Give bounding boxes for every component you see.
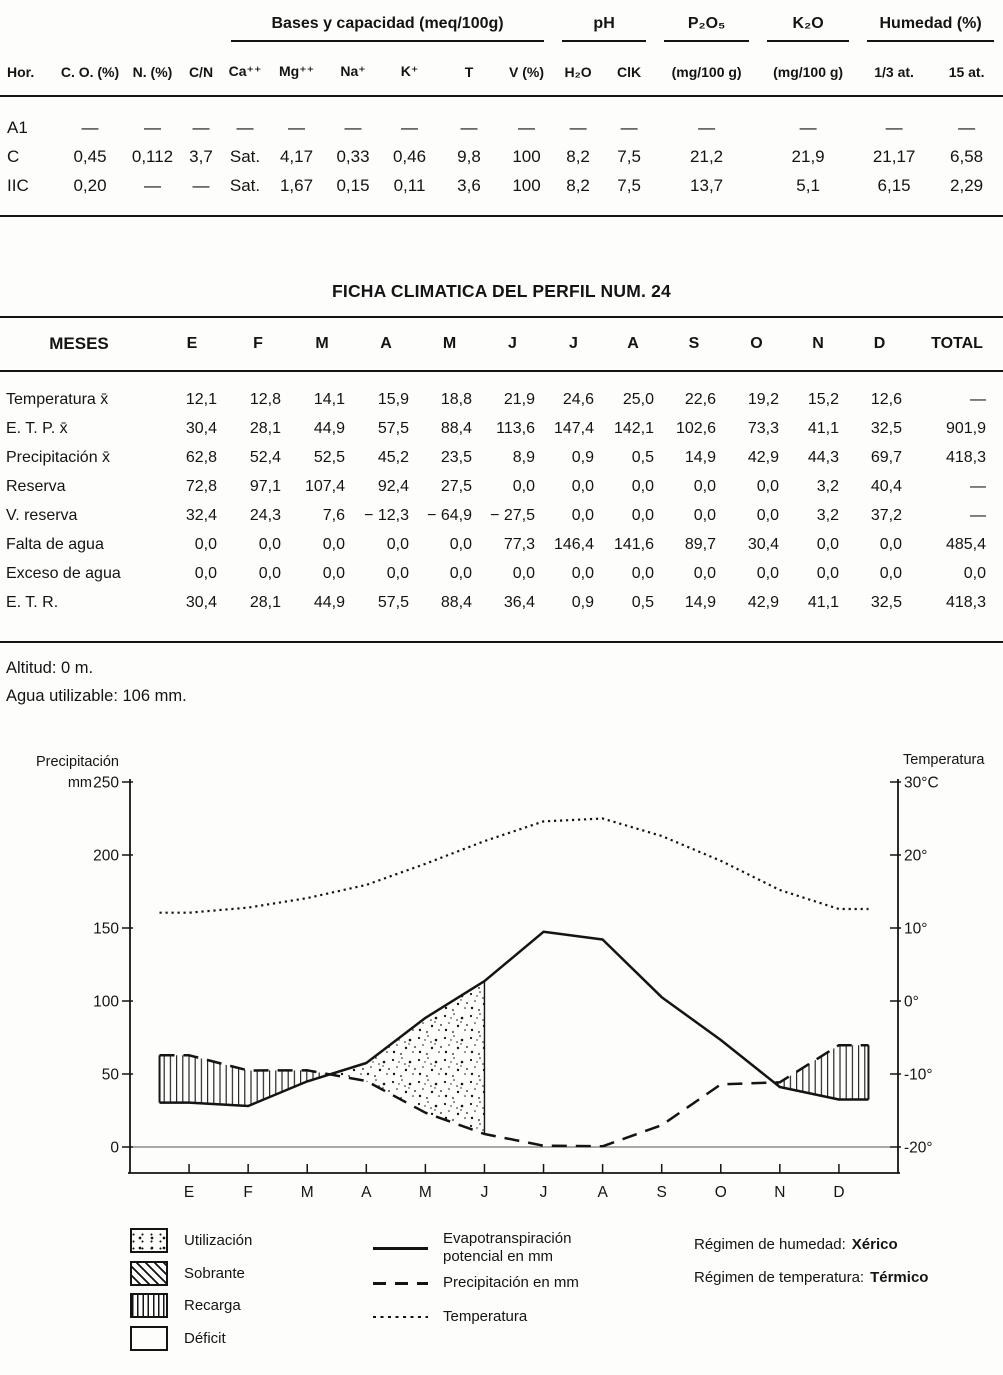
right-tick-label: -10° [904, 1066, 933, 1084]
cell-value: 0,0 [386, 535, 409, 553]
cell-value: 0,0 [194, 535, 217, 553]
column-header-row [0, 42, 1003, 96]
row-label: Reserva [6, 477, 66, 495]
cell-value: − 27,5 [490, 506, 535, 524]
column-header: A [603, 317, 663, 371]
cell-value: 21,17 [872, 146, 916, 166]
cell-value: 0,0 [756, 477, 779, 495]
cell-value: 12,6 [870, 390, 902, 408]
cell-value: 0,0 [816, 564, 839, 582]
cell-value: 142,1 [613, 419, 654, 437]
cell-value: 32,4 [185, 506, 217, 524]
right-tick-label: 10° [904, 920, 928, 938]
cell-value: 0,20 [55, 171, 125, 216]
left-tick-label: 50 [101, 1066, 119, 1084]
cell-value: 0,0 [571, 477, 594, 495]
cell-value: 52,5 [313, 448, 345, 466]
legend-label: Déficit [184, 1329, 226, 1347]
cell-value: 0,0 [631, 477, 654, 495]
cell-value: 100 [500, 171, 553, 216]
cell-value: — [569, 117, 587, 137]
climate-table-section [0, 316, 1003, 643]
cell-value: 13,7 [655, 171, 758, 216]
left-tick-label: 0 [110, 1139, 119, 1157]
row-label: A1 [7, 117, 28, 137]
column-group-header [222, 4, 553, 42]
cell-value: 0,0 [571, 564, 594, 582]
legend-label: Utilización [184, 1232, 253, 1249]
cell-value: 1,67 [268, 171, 325, 216]
temperature-curve [160, 819, 869, 913]
cell-value: 901,9 [945, 419, 986, 437]
column-header: C. O. (%) [55, 42, 125, 96]
cell-value: 0,0 [963, 564, 986, 582]
cell-value: 0,0 [258, 535, 281, 553]
temperature-regime-label: Régimen de temperatura: [694, 1269, 865, 1286]
legend-line-evapotranspiracion-potencial-en-mm [373, 1230, 608, 1266]
cell-value: 146,4 [553, 535, 594, 553]
cell-value: 24,3 [249, 506, 281, 524]
cell-value: 12,1 [185, 390, 217, 408]
cell-value: 100 [512, 146, 541, 166]
row-label: E. T. P. x̄ [6, 419, 68, 437]
cell-value: 418,3 [945, 448, 986, 466]
cell-value: — [799, 117, 817, 137]
group-header-label: pH [562, 15, 646, 42]
climate-chart-svg [0, 748, 1003, 1220]
column-group-header [553, 4, 655, 42]
table-row [0, 588, 1003, 642]
month-label: M [300, 1184, 314, 1201]
cell-value: 19,2 [747, 390, 779, 408]
cell-value: 0,5 [631, 448, 654, 466]
cell-value: 45,2 [377, 448, 409, 466]
cell-value: 44,3 [807, 448, 839, 466]
column-group-header [655, 4, 758, 42]
month-label: O [714, 1184, 727, 1201]
cell-value: — [970, 477, 986, 495]
cell-value: 88,4 [440, 593, 472, 611]
left-axis-unit: mm [67, 775, 92, 791]
cell-value: 40,4 [870, 477, 902, 495]
table-row [0, 96, 1003, 142]
cell-value: 23,5 [440, 448, 472, 466]
cell-value: − 64,9 [427, 506, 472, 524]
cell-value: 0,0 [816, 535, 839, 553]
cell-value: — [885, 117, 903, 137]
cell-value: 0,0 [571, 506, 594, 524]
cell-value: — [970, 390, 986, 408]
cell-value: 89,7 [684, 535, 716, 553]
month-label: E [183, 1184, 195, 1201]
left-tick-label: 150 [93, 920, 119, 938]
month-label: J [539, 1184, 548, 1201]
column-header: (mg/100 g) [758, 42, 858, 96]
cell-value: 12,8 [249, 390, 281, 408]
cell-value: 0,0 [386, 564, 409, 582]
column-header: M [290, 317, 354, 371]
row-label: E. T. R. [6, 593, 59, 611]
cell-value: — [460, 117, 478, 137]
cell-value: 0,0 [512, 564, 535, 582]
legend-line-sample-solid [373, 1247, 428, 1250]
cell-value: 0,0 [449, 564, 472, 582]
month-label: F [243, 1184, 253, 1201]
cell-value: 30,4 [185, 593, 217, 611]
group-header-label: K₂O [767, 15, 849, 42]
cell-value: 9,8 [457, 146, 481, 166]
cell-value: 0,46 [392, 146, 427, 166]
left-tick-label: 250 [93, 774, 119, 792]
left-axis-title: Precipitación [35, 754, 119, 770]
cell-value: 0,0 [258, 564, 281, 582]
legend-swatch-utilizacion [130, 1228, 168, 1253]
cell-value: 25,0 [622, 390, 654, 408]
left-tick-label: 100 [93, 993, 119, 1011]
legend-label: Evapotranspiración potencial en mm [443, 1230, 572, 1265]
cell-value: 0,0 [693, 477, 716, 495]
temperature-regime-value: Térmico [870, 1269, 929, 1286]
cell-value: 42,9 [747, 593, 779, 611]
cell-value: 0,0 [322, 564, 345, 582]
legend-label: Precipitación en mm [443, 1274, 579, 1291]
cell-value: — [401, 117, 418, 137]
cell-value: 7,5 [603, 171, 655, 216]
column-header: Mg⁺⁺ [268, 42, 325, 96]
cell-value: 3,2 [816, 477, 839, 495]
row-label: Temperatura x̄ [6, 390, 109, 408]
legend-swatch-deficit [130, 1326, 168, 1351]
cell-value: 32,5 [870, 419, 902, 437]
column-header: T [438, 42, 500, 96]
row-label: IIC [0, 171, 55, 216]
legend-swatch-recarga [130, 1293, 168, 1318]
cell-value: 3,7 [189, 146, 213, 166]
month-label: N [774, 1184, 786, 1201]
cell-value: 5,1 [758, 171, 858, 216]
utilizacion-region [330, 981, 485, 1134]
cell-value: 52,4 [249, 448, 281, 466]
column-header: F [226, 317, 290, 371]
month-label: A [597, 1184, 608, 1201]
cell-value: 0,0 [631, 564, 654, 582]
column-header: N [788, 317, 848, 371]
column-header: MESES [0, 317, 158, 371]
chart-legend [0, 1222, 1003, 1375]
row-label: Precipitación x̄ [6, 448, 111, 466]
right-tick-label: 0° [904, 993, 919, 1011]
table-row [0, 414, 1003, 443]
month-label: M [418, 1184, 432, 1201]
cell-value: 3,2 [816, 506, 839, 524]
cell-value: — [958, 117, 976, 137]
table-row [0, 501, 1003, 530]
cell-value: — [180, 171, 222, 216]
column-header: J [481, 317, 544, 371]
cell-value: 36,4 [503, 593, 535, 611]
recarga-region-autumn [775, 1045, 869, 1099]
cell-value: 8,2 [566, 146, 590, 166]
column-header-row [0, 317, 1003, 371]
cell-value: 147,4 [553, 419, 594, 437]
row-label: Exceso de agua [6, 564, 121, 582]
humidity-regime-value: Xérico [851, 1236, 898, 1253]
left-tick-label: 200 [93, 847, 119, 865]
legend-item-utilizacion [130, 1228, 252, 1253]
cell-value: 0,0 [879, 564, 902, 582]
cell-value: 88,4 [440, 419, 472, 437]
cell-value: 2,29 [930, 171, 1003, 216]
cell-value: 21,9 [503, 390, 535, 408]
row-label: Falta de agua [6, 535, 104, 553]
cell-value: 4,17 [279, 146, 314, 166]
table-row [0, 443, 1003, 472]
humidity-regime [694, 1236, 898, 1253]
cell-value: 44,9 [313, 593, 345, 611]
cell-value: 22,6 [684, 390, 716, 408]
cell-value: 0,45 [73, 146, 107, 166]
cell-value: 42,9 [747, 448, 779, 466]
cell-value: 0,0 [879, 535, 902, 553]
cell-value: 0,0 [631, 506, 654, 524]
cell-value: 0,0 [449, 535, 472, 553]
cell-value: 0,11 [381, 171, 438, 216]
cell-value: — [620, 117, 638, 137]
legend-item-recarga [130, 1293, 241, 1318]
cell-value: 141,6 [613, 535, 654, 553]
column-header: Hor. [0, 42, 55, 96]
cell-value: — [970, 506, 986, 524]
column-header: D [848, 317, 911, 371]
column-header: J [544, 317, 603, 371]
table-row [0, 472, 1003, 501]
column-header: S [663, 317, 725, 371]
column-header: ClK [603, 42, 655, 96]
legend-label: Temperatura [443, 1308, 528, 1325]
cell-value: 113,6 [496, 419, 535, 437]
column-group-header [758, 4, 858, 42]
cell-value: 0,0 [756, 506, 779, 524]
column-header: A [354, 317, 418, 371]
column-header: Na⁺ [325, 42, 381, 96]
cell-value: 57,5 [377, 419, 409, 437]
cell-value: 102,6 [675, 419, 716, 437]
humidity-regime-label: Régimen de humedad: [694, 1236, 846, 1253]
column-header: (mg/100 g) [655, 42, 758, 96]
cell-value: Sat. [222, 171, 268, 216]
temperature-regime [694, 1269, 928, 1286]
climate-balance-chart [0, 748, 1003, 1220]
month-label: A [361, 1184, 372, 1201]
right-tick-label: -20° [904, 1139, 933, 1157]
legend-label: Sobrante [184, 1264, 245, 1282]
cell-value: Sat. [229, 146, 261, 166]
group-header-row [0, 4, 1003, 42]
column-header: 15 at. [930, 42, 1003, 96]
cell-value: — [236, 117, 254, 137]
cell-value: 97,1 [249, 477, 281, 495]
group-header-label [0, 35, 222, 42]
cell-value: 27,5 [440, 477, 472, 495]
cell-value: 30,4 [185, 419, 217, 437]
legend-item-deficit [130, 1326, 226, 1351]
table-row [0, 371, 1003, 414]
cell-value: 18,8 [440, 390, 472, 408]
right-tick-label: 20° [904, 847, 928, 865]
cell-value: 7,5 [617, 146, 641, 166]
cell-value: 14,1 [313, 390, 345, 408]
cell-value: 92,4 [377, 477, 409, 495]
cell-value: 41,1 [807, 419, 839, 437]
month-label: J [480, 1184, 489, 1201]
column-header: E [158, 317, 226, 371]
cell-value: 0,5 [631, 593, 654, 611]
legend-label: Recarga [184, 1297, 241, 1314]
legend-line-sample-dashed [373, 1282, 428, 1285]
cell-value: − 12,3 [364, 506, 409, 524]
soil-analysis-table-section [0, 4, 1003, 217]
cell-value: 107,4 [304, 477, 345, 495]
month-label: D [833, 1184, 845, 1201]
column-group-header [0, 4, 222, 42]
cell-value: 28,1 [249, 593, 281, 611]
column-header: V (%) [500, 42, 553, 96]
table-row [0, 142, 1003, 171]
column-header: Ca⁺⁺ [222, 42, 268, 96]
cell-value: 6,58 [950, 146, 984, 166]
column-header: K⁺ [381, 42, 438, 96]
row-label: V. reserva [6, 506, 78, 524]
climate-table-title: FICHA CLIMATICA DEL PERFIL NUM. 24 [332, 281, 671, 301]
cell-value: 30,4 [747, 535, 779, 553]
table-row [0, 171, 1003, 216]
column-header: M [418, 317, 481, 371]
cell-value: 0,9 [571, 448, 594, 466]
column-header: O [725, 317, 788, 371]
cell-value: 0,0 [693, 564, 716, 582]
cell-value: 77,3 [503, 535, 535, 553]
column-header: TOTAL [911, 317, 1003, 371]
group-header-label: Humedad (%) [867, 15, 994, 42]
cell-value: — [125, 171, 180, 216]
right-axis-title: Temperatura [903, 752, 985, 768]
climate-data-table [0, 316, 1003, 643]
cell-value: 0,0 [756, 564, 779, 582]
cell-value: 8,2 [553, 171, 603, 216]
cell-value: — [288, 117, 305, 137]
cell-value: — [192, 117, 210, 137]
cell-value: 21,9 [791, 146, 825, 166]
cell-value: — [81, 117, 99, 137]
legend-line-precipitacion-en-mm [373, 1274, 608, 1292]
cell-value: 14,9 [684, 448, 716, 466]
cell-value: 69,7 [870, 448, 902, 466]
cell-value: — [144, 117, 161, 137]
cell-value: 6,15 [858, 171, 930, 216]
cell-value: 0,112 [131, 146, 174, 166]
cell-value: 41,1 [807, 593, 839, 611]
column-header: C/N [180, 42, 222, 96]
cell-value: 15,9 [377, 390, 409, 408]
legend-item-sobrante [130, 1261, 245, 1286]
cell-value: 0,0 [322, 535, 345, 553]
cell-value: 24,6 [562, 390, 594, 408]
cell-value: 0,9 [571, 593, 594, 611]
cell-value: — [344, 117, 362, 137]
soil-analysis-table [0, 4, 1003, 217]
cell-value: 21,2 [690, 146, 724, 166]
cell-value: — [518, 117, 536, 137]
usable-water-note: Agua utilizable: 106 mm. [6, 687, 187, 705]
cell-value: 0,0 [693, 506, 716, 524]
cell-value: 8,9 [512, 448, 535, 466]
recarga-region-winter [160, 1055, 331, 1106]
legend-swatch-sobrante [130, 1261, 168, 1286]
cell-value: 7,6 [322, 506, 345, 524]
cell-value: 44,9 [313, 419, 345, 437]
altitude-note: Altitud: 0 m. [6, 659, 94, 677]
cell-value: 72,8 [185, 477, 217, 495]
cell-value: 0,0 [194, 564, 217, 582]
column-header: 1/3 at. [858, 42, 930, 96]
table-row [0, 559, 1003, 588]
cell-value: 485,4 [945, 535, 986, 553]
row-label: C [7, 146, 20, 166]
legend-line-temperatura [373, 1308, 608, 1326]
column-header: N. (%) [125, 42, 180, 96]
cell-value: 0,0 [512, 477, 535, 495]
group-header-label: Bases y capacidad (meq/100g) [231, 15, 544, 42]
cell-value: 0,15 [325, 171, 381, 216]
column-group-header [858, 4, 1003, 42]
cell-value: 37,2 [870, 506, 902, 524]
column-header: H₂O [553, 42, 603, 96]
cell-value: 57,5 [377, 593, 409, 611]
cell-value: 62,8 [185, 448, 217, 466]
table-row [0, 530, 1003, 559]
cell-value: 3,6 [438, 171, 500, 216]
cell-value: 15,2 [807, 390, 839, 408]
cell-value: 32,5 [870, 593, 902, 611]
cell-value: 73,3 [747, 419, 779, 437]
legend-line-sample-dotted [373, 1316, 428, 1319]
cell-value: — [698, 117, 716, 137]
group-header-label: P₂O₅ [664, 15, 749, 42]
cell-value: 14,9 [684, 593, 716, 611]
cell-value: 28,1 [249, 419, 281, 437]
cell-value: 418,3 [945, 593, 986, 611]
month-label: S [656, 1184, 667, 1201]
right-tick-label: 30°C [904, 774, 939, 792]
cell-value: 0,33 [336, 146, 370, 166]
